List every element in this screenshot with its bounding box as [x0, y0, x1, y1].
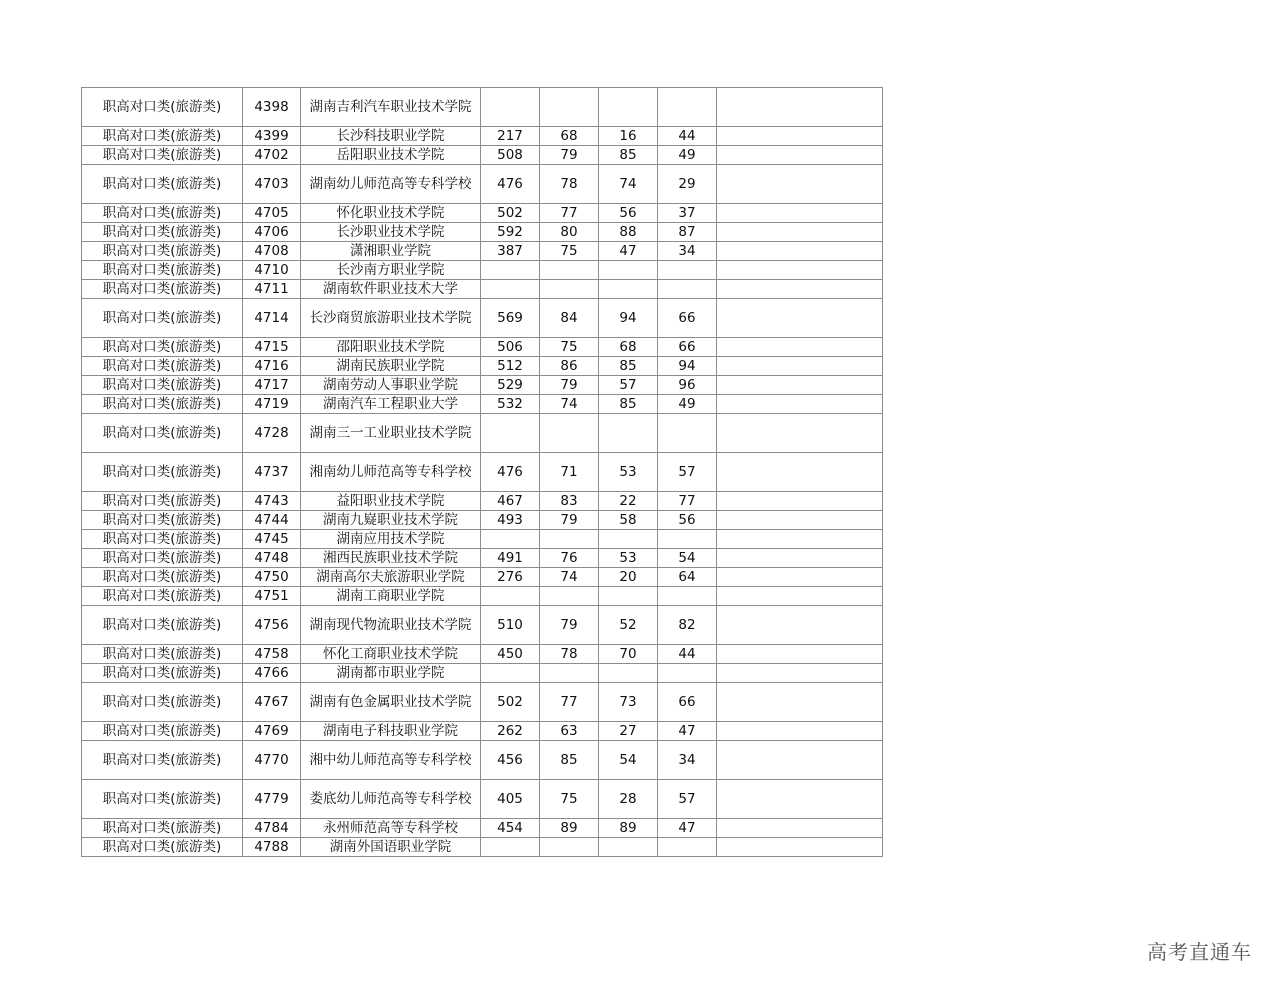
value-cell-5 — [717, 530, 883, 549]
code-cell: 4748 — [243, 549, 301, 568]
value-cell-3: 85 — [599, 146, 658, 165]
value-cell-2: 77 — [540, 204, 599, 223]
value-cell-5 — [717, 453, 883, 492]
school-name-cell: 湖南工商职业学院 — [301, 587, 481, 606]
value-cell-5 — [717, 568, 883, 587]
code-cell: 4717 — [243, 376, 301, 395]
table-body — [82, 88, 883, 857]
value-cell-2: 71 — [540, 453, 599, 492]
table-row — [82, 357, 883, 376]
value-cell-2: 74 — [540, 395, 599, 414]
value-cell-2: 75 — [540, 338, 599, 357]
code-cell: 4770 — [243, 741, 301, 780]
table-row — [82, 299, 883, 338]
code-cell: 4716 — [243, 357, 301, 376]
value-cell-1: 476 — [481, 165, 540, 204]
category-cell: 职高对口类(旅游类) — [82, 261, 243, 280]
category-cell: 职高对口类(旅游类) — [82, 819, 243, 838]
value-cell-1: 510 — [481, 606, 540, 645]
table-row — [82, 223, 883, 242]
value-cell-3: 16 — [599, 127, 658, 146]
value-cell-3 — [599, 530, 658, 549]
code-cell: 4744 — [243, 511, 301, 530]
code-cell: 4788 — [243, 838, 301, 857]
value-cell-5 — [717, 414, 883, 453]
value-cell-2 — [540, 530, 599, 549]
category-cell: 职高对口类(旅游类) — [82, 223, 243, 242]
value-cell-5 — [717, 780, 883, 819]
category-cell: 职高对口类(旅游类) — [82, 376, 243, 395]
school-name-cell: 潇湘职业学院 — [301, 242, 481, 261]
school-name-cell: 湖南高尔夫旅游职业学院 — [301, 568, 481, 587]
value-cell-3: 47 — [599, 242, 658, 261]
value-cell-3: 28 — [599, 780, 658, 819]
value-cell-3: 74 — [599, 165, 658, 204]
table-row — [82, 146, 883, 165]
school-name-cell: 长沙职业技术学院 — [301, 223, 481, 242]
value-cell-3: 54 — [599, 741, 658, 780]
school-name-cell: 湖南吉利汽车职业技术学院 — [301, 88, 481, 127]
value-cell-4: 44 — [658, 127, 717, 146]
category-cell: 职高对口类(旅游类) — [82, 299, 243, 338]
table-row — [82, 492, 883, 511]
value-cell-3 — [599, 88, 658, 127]
value-cell-2: 68 — [540, 127, 599, 146]
value-cell-3: 56 — [599, 204, 658, 223]
value-cell-2: 78 — [540, 165, 599, 204]
value-cell-5 — [717, 645, 883, 664]
value-cell-1 — [481, 414, 540, 453]
table-row — [82, 741, 883, 780]
value-cell-2: 79 — [540, 606, 599, 645]
code-cell: 4711 — [243, 280, 301, 299]
value-cell-1: 569 — [481, 299, 540, 338]
school-name-cell: 湘中幼儿师范高等专科学校 — [301, 741, 481, 780]
value-cell-3: 20 — [599, 568, 658, 587]
school-name-cell: 湖南电子科技职业学院 — [301, 722, 481, 741]
category-cell: 职高对口类(旅游类) — [82, 127, 243, 146]
value-cell-2: 78 — [540, 645, 599, 664]
value-cell-5 — [717, 511, 883, 530]
code-cell: 4769 — [243, 722, 301, 741]
value-cell-1: 506 — [481, 338, 540, 357]
school-name-cell: 湖南幼儿师范高等专科学校 — [301, 165, 481, 204]
value-cell-2: 79 — [540, 511, 599, 530]
table-row — [82, 88, 883, 127]
category-cell: 职高对口类(旅游类) — [82, 587, 243, 606]
value-cell-5 — [717, 838, 883, 857]
table-row — [82, 261, 883, 280]
value-cell-3 — [599, 664, 658, 683]
category-cell: 职高对口类(旅游类) — [82, 838, 243, 857]
code-cell: 4702 — [243, 146, 301, 165]
value-cell-5 — [717, 261, 883, 280]
category-cell: 职高对口类(旅游类) — [82, 280, 243, 299]
value-cell-3: 68 — [599, 338, 658, 357]
value-cell-4: 37 — [658, 204, 717, 223]
value-cell-4: 94 — [658, 357, 717, 376]
category-cell: 职高对口类(旅游类) — [82, 338, 243, 357]
value-cell-4 — [658, 280, 717, 299]
school-name-cell: 永州师范高等专科学校 — [301, 819, 481, 838]
value-cell-2 — [540, 88, 599, 127]
value-cell-2: 63 — [540, 722, 599, 741]
value-cell-4: 57 — [658, 780, 717, 819]
code-cell: 4705 — [243, 204, 301, 223]
category-cell: 职高对口类(旅游类) — [82, 414, 243, 453]
value-cell-4: 66 — [658, 683, 717, 722]
value-cell-1: 512 — [481, 357, 540, 376]
code-cell: 4728 — [243, 414, 301, 453]
value-cell-5 — [717, 338, 883, 357]
value-cell-3 — [599, 587, 658, 606]
value-cell-5 — [717, 722, 883, 741]
table-row — [82, 530, 883, 549]
table-row — [82, 242, 883, 261]
value-cell-4: 82 — [658, 606, 717, 645]
school-name-cell: 岳阳职业技术学院 — [301, 146, 481, 165]
value-cell-3: 22 — [599, 492, 658, 511]
code-cell: 4719 — [243, 395, 301, 414]
value-cell-5 — [717, 357, 883, 376]
table-row — [82, 511, 883, 530]
value-cell-4: 66 — [658, 338, 717, 357]
code-cell: 4737 — [243, 453, 301, 492]
value-cell-2 — [540, 280, 599, 299]
table-row — [82, 453, 883, 492]
value-cell-3 — [599, 838, 658, 857]
category-cell: 职高对口类(旅游类) — [82, 683, 243, 722]
school-name-cell: 湖南现代物流职业技术学院 — [301, 606, 481, 645]
value-cell-1: 532 — [481, 395, 540, 414]
value-cell-5 — [717, 606, 883, 645]
value-cell-2 — [540, 261, 599, 280]
score-table — [81, 87, 883, 857]
table-row — [82, 414, 883, 453]
value-cell-4: 49 — [658, 146, 717, 165]
category-cell: 职高对口类(旅游类) — [82, 530, 243, 549]
value-cell-4 — [658, 587, 717, 606]
value-cell-4 — [658, 530, 717, 549]
value-cell-2: 74 — [540, 568, 599, 587]
value-cell-3: 88 — [599, 223, 658, 242]
value-cell-5 — [717, 299, 883, 338]
category-cell: 职高对口类(旅游类) — [82, 357, 243, 376]
category-cell: 职高对口类(旅游类) — [82, 204, 243, 223]
value-cell-5 — [717, 492, 883, 511]
watermark-text: 高考直通车 — [1147, 940, 1252, 964]
school-name-cell: 怀化职业技术学院 — [301, 204, 481, 223]
value-cell-5 — [717, 280, 883, 299]
value-cell-5 — [717, 549, 883, 568]
table-row — [82, 722, 883, 741]
value-cell-3: 27 — [599, 722, 658, 741]
value-cell-1: 493 — [481, 511, 540, 530]
category-cell: 职高对口类(旅游类) — [82, 568, 243, 587]
code-cell: 4708 — [243, 242, 301, 261]
value-cell-3: 53 — [599, 453, 658, 492]
value-cell-4 — [658, 838, 717, 857]
value-cell-1 — [481, 838, 540, 857]
school-name-cell: 湖南劳动人事职业学院 — [301, 376, 481, 395]
value-cell-1: 405 — [481, 780, 540, 819]
value-cell-4: 77 — [658, 492, 717, 511]
value-cell-5 — [717, 146, 883, 165]
category-cell: 职高对口类(旅游类) — [82, 453, 243, 492]
table-row — [82, 606, 883, 645]
table-row — [82, 664, 883, 683]
value-cell-5 — [717, 204, 883, 223]
code-cell: 4703 — [243, 165, 301, 204]
value-cell-3 — [599, 414, 658, 453]
school-name-cell: 怀化工商职业技术学院 — [301, 645, 481, 664]
school-name-cell: 湖南九嶷职业技术学院 — [301, 511, 481, 530]
school-name-cell: 长沙商贸旅游职业技术学院 — [301, 299, 481, 338]
value-cell-1 — [481, 664, 540, 683]
table-row — [82, 204, 883, 223]
table-row — [82, 376, 883, 395]
table-row — [82, 683, 883, 722]
value-cell-3: 94 — [599, 299, 658, 338]
code-cell: 4715 — [243, 338, 301, 357]
value-cell-3: 70 — [599, 645, 658, 664]
value-cell-2: 79 — [540, 376, 599, 395]
value-cell-1: 491 — [481, 549, 540, 568]
value-cell-1: 387 — [481, 242, 540, 261]
value-cell-3: 73 — [599, 683, 658, 722]
value-cell-3: 89 — [599, 819, 658, 838]
table-row — [82, 338, 883, 357]
table-row — [82, 780, 883, 819]
value-cell-4 — [658, 664, 717, 683]
value-cell-1: 450 — [481, 645, 540, 664]
value-cell-4: 64 — [658, 568, 717, 587]
table-row — [82, 645, 883, 664]
table-row — [82, 587, 883, 606]
value-cell-5 — [717, 819, 883, 838]
value-cell-5 — [717, 127, 883, 146]
value-cell-4: 66 — [658, 299, 717, 338]
school-name-cell: 湘南幼儿师范高等专科学校 — [301, 453, 481, 492]
value-cell-3: 85 — [599, 395, 658, 414]
value-cell-4: 47 — [658, 722, 717, 741]
code-cell: 4766 — [243, 664, 301, 683]
school-name-cell: 湘西民族职业技术学院 — [301, 549, 481, 568]
value-cell-4: 87 — [658, 223, 717, 242]
value-cell-2: 89 — [540, 819, 599, 838]
value-cell-5 — [717, 395, 883, 414]
value-cell-3: 57 — [599, 376, 658, 395]
value-cell-3: 58 — [599, 511, 658, 530]
value-cell-1: 262 — [481, 722, 540, 741]
code-cell: 4767 — [243, 683, 301, 722]
school-name-cell: 湖南都市职业学院 — [301, 664, 481, 683]
value-cell-4: 56 — [658, 511, 717, 530]
code-cell: 4710 — [243, 261, 301, 280]
value-cell-5 — [717, 741, 883, 780]
code-cell: 4756 — [243, 606, 301, 645]
code-cell: 4706 — [243, 223, 301, 242]
category-cell: 职高对口类(旅游类) — [82, 395, 243, 414]
value-cell-3: 85 — [599, 357, 658, 376]
value-cell-1: 502 — [481, 204, 540, 223]
value-cell-2 — [540, 414, 599, 453]
code-cell: 4745 — [243, 530, 301, 549]
value-cell-1: 454 — [481, 819, 540, 838]
table-row — [82, 568, 883, 587]
table-row — [82, 280, 883, 299]
value-cell-2: 84 — [540, 299, 599, 338]
value-cell-5 — [717, 165, 883, 204]
value-cell-2: 86 — [540, 357, 599, 376]
school-name-cell: 湖南外国语职业学院 — [301, 838, 481, 857]
value-cell-1: 476 — [481, 453, 540, 492]
value-cell-4 — [658, 88, 717, 127]
value-cell-3 — [599, 280, 658, 299]
value-cell-2 — [540, 838, 599, 857]
value-cell-5 — [717, 376, 883, 395]
value-cell-4: 47 — [658, 819, 717, 838]
school-name-cell: 湖南软件职业技术大学 — [301, 280, 481, 299]
value-cell-4 — [658, 261, 717, 280]
value-cell-1: 508 — [481, 146, 540, 165]
table-row — [82, 395, 883, 414]
code-cell: 4750 — [243, 568, 301, 587]
code-cell: 4751 — [243, 587, 301, 606]
school-name-cell: 湖南民族职业学院 — [301, 357, 481, 376]
school-name-cell: 湖南有色金属职业技术学院 — [301, 683, 481, 722]
value-cell-2 — [540, 587, 599, 606]
value-cell-1 — [481, 261, 540, 280]
value-cell-1: 502 — [481, 683, 540, 722]
value-cell-3: 52 — [599, 606, 658, 645]
value-cell-1: 529 — [481, 376, 540, 395]
code-cell: 4399 — [243, 127, 301, 146]
category-cell: 职高对口类(旅游类) — [82, 645, 243, 664]
value-cell-1: 276 — [481, 568, 540, 587]
value-cell-4: 57 — [658, 453, 717, 492]
code-cell: 4758 — [243, 645, 301, 664]
code-cell: 4714 — [243, 299, 301, 338]
value-cell-1: 217 — [481, 127, 540, 146]
value-cell-5 — [717, 242, 883, 261]
table-row — [82, 127, 883, 146]
value-cell-3 — [599, 261, 658, 280]
value-cell-1 — [481, 88, 540, 127]
value-cell-1: 456 — [481, 741, 540, 780]
code-cell: 4398 — [243, 88, 301, 127]
school-name-cell: 湖南应用技术学院 — [301, 530, 481, 549]
school-name-cell: 娄底幼儿师范高等专科学校 — [301, 780, 481, 819]
value-cell-2: 77 — [540, 683, 599, 722]
value-cell-2: 80 — [540, 223, 599, 242]
value-cell-2: 76 — [540, 549, 599, 568]
value-cell-4: 34 — [658, 741, 717, 780]
category-cell: 职高对口类(旅游类) — [82, 664, 243, 683]
value-cell-5 — [717, 587, 883, 606]
value-cell-2: 83 — [540, 492, 599, 511]
value-cell-4: 96 — [658, 376, 717, 395]
category-cell: 职高对口类(旅游类) — [82, 511, 243, 530]
category-cell: 职高对口类(旅游类) — [82, 88, 243, 127]
value-cell-4 — [658, 414, 717, 453]
school-name-cell: 长沙南方职业学院 — [301, 261, 481, 280]
value-cell-3: 53 — [599, 549, 658, 568]
value-cell-1 — [481, 530, 540, 549]
value-cell-5 — [717, 683, 883, 722]
category-cell: 职高对口类(旅游类) — [82, 549, 243, 568]
value-cell-1 — [481, 587, 540, 606]
value-cell-5 — [717, 88, 883, 127]
category-cell: 职高对口类(旅游类) — [82, 492, 243, 511]
school-name-cell: 湖南汽车工程职业大学 — [301, 395, 481, 414]
value-cell-2: 75 — [540, 242, 599, 261]
value-cell-5 — [717, 664, 883, 683]
value-cell-1 — [481, 280, 540, 299]
value-cell-4: 49 — [658, 395, 717, 414]
value-cell-5 — [717, 223, 883, 242]
category-cell: 职高对口类(旅游类) — [82, 165, 243, 204]
value-cell-4: 34 — [658, 242, 717, 261]
school-name-cell: 邵阳职业技术学院 — [301, 338, 481, 357]
value-cell-1: 592 — [481, 223, 540, 242]
category-cell: 职高对口类(旅游类) — [82, 146, 243, 165]
school-name-cell: 益阳职业技术学院 — [301, 492, 481, 511]
category-cell: 职高对口类(旅游类) — [82, 606, 243, 645]
school-name-cell: 湖南三一工业职业技术学院 — [301, 414, 481, 453]
table-row — [82, 838, 883, 857]
value-cell-4: 54 — [658, 549, 717, 568]
value-cell-2 — [540, 664, 599, 683]
code-cell: 4779 — [243, 780, 301, 819]
code-cell: 4743 — [243, 492, 301, 511]
value-cell-1: 467 — [481, 492, 540, 511]
category-cell: 职高对口类(旅游类) — [82, 741, 243, 780]
value-cell-4: 29 — [658, 165, 717, 204]
table-row — [82, 549, 883, 568]
value-cell-2: 85 — [540, 741, 599, 780]
value-cell-2: 79 — [540, 146, 599, 165]
code-cell: 4784 — [243, 819, 301, 838]
table-row — [82, 819, 883, 838]
category-cell: 职高对口类(旅游类) — [82, 722, 243, 741]
category-cell: 职高对口类(旅游类) — [82, 780, 243, 819]
value-cell-4: 44 — [658, 645, 717, 664]
table-row — [82, 165, 883, 204]
school-name-cell: 长沙科技职业学院 — [301, 127, 481, 146]
value-cell-2: 75 — [540, 780, 599, 819]
category-cell: 职高对口类(旅游类) — [82, 242, 243, 261]
